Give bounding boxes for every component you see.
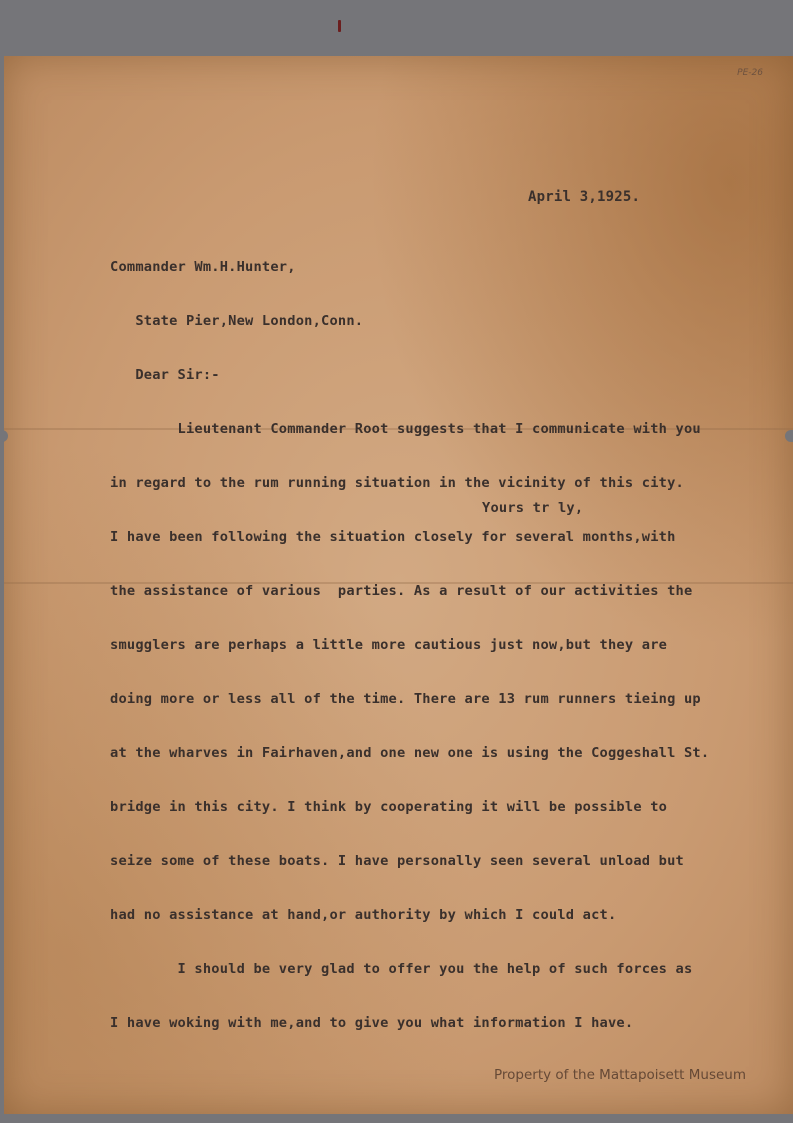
- letter-closing: Yours tr ly,: [482, 500, 584, 516]
- body-line: seize some of these boats. I have personally seen several unload but: [110, 853, 684, 869]
- body-line: in regard to the rum running situation in the vicinity of this city.: [110, 475, 684, 491]
- letter-date: April 3,1925.: [528, 189, 641, 205]
- paper-notch-left: [0, 430, 8, 442]
- body-line: the assistance of various parties. As a result of our activities the: [110, 583, 693, 599]
- body-line: at the wharves in Fairhaven,and one new one is using the Coggeshall St.: [110, 745, 710, 761]
- paper-notch-right: [785, 430, 793, 442]
- body-line: Lieutenant Commander Root suggests that I communicate with you: [110, 421, 701, 437]
- address-line: State Pier,New London,Conn.: [110, 313, 364, 329]
- page-code: PE-26: [737, 68, 763, 78]
- ink-mark: [338, 20, 341, 32]
- body-line: smugglers are perhaps a little more cautious just now,but they are: [110, 637, 668, 653]
- salutation: Dear Sir:-: [110, 367, 220, 383]
- body-line: doing more or less all of the time. There are 13 rum runners tieing up: [110, 691, 701, 707]
- museum-watermark: Property of the Mattapoisett Museum: [494, 1067, 746, 1083]
- letter-body: [110, 222, 709, 1068]
- body-line: I have been following the situation closely for several months,with: [110, 529, 676, 545]
- body-line: I should be very glad to offer you the help of such forces as: [110, 961, 693, 977]
- letter-paper: [4, 56, 793, 1114]
- body-line: bridge in this city. I think by cooperating it will be possible to: [110, 799, 668, 815]
- body-line: I have woking with me,and to give you what information I have.: [110, 1015, 634, 1031]
- address-line: Commander Wm.H.Hunter,: [110, 259, 296, 275]
- body-line: had no assistance at hand,or authority by which I could act.: [110, 907, 617, 923]
